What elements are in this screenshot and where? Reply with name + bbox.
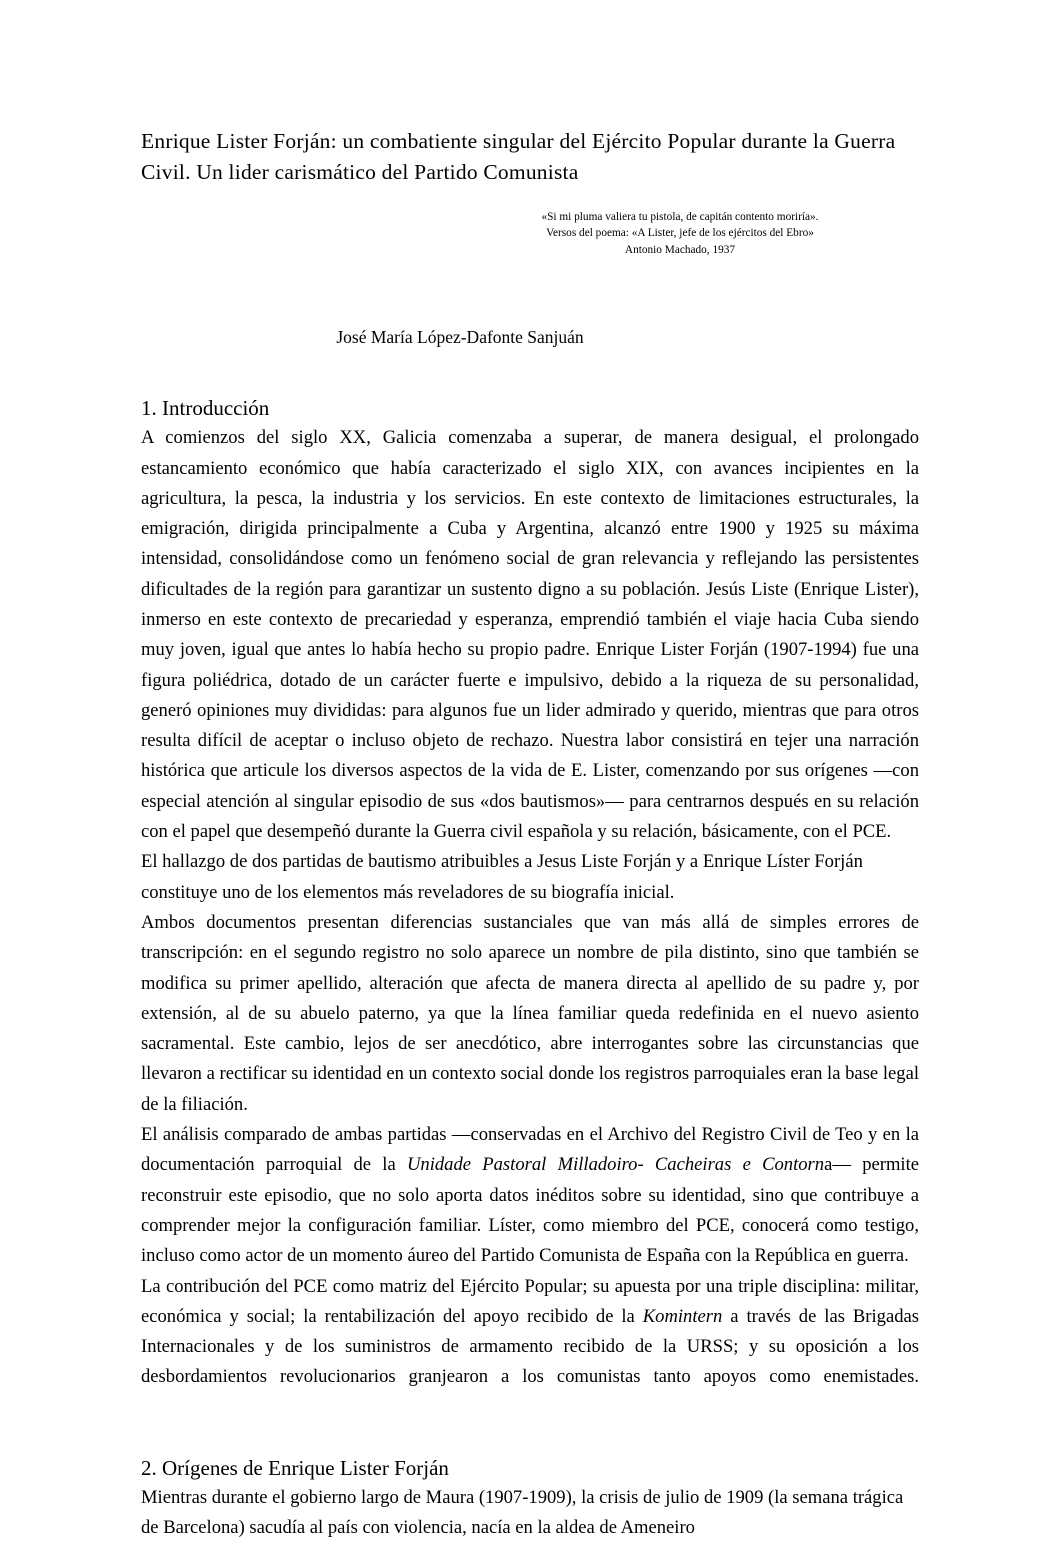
parish-name-tail: a— [824,1154,851,1176]
section-heading-2: 2. Orígenes de Enrique Lister Forján [141,1456,449,1481]
epigraph-line-1: «Si mi pluma valiera tu pistola, de capitán contento moriría». [541,211,819,223]
section-2-body [141,1483,919,1544]
paragraph [141,1272,919,1423]
page-content [141,126,919,1544]
paragraph [141,908,919,1120]
parish-name-italic: Unidade Pastoral Milladoiro- Cacheiras e Contorn [406,1154,825,1176]
epigraph [141,209,919,258]
page-title: Enrique Lister Forján: un combatiente singular del Ejército Popular durante la Guerra Civil. Un lider carismático del Partido Comunista [141,129,896,184]
paragraph: Mientras durante el gobierno largo de Maura (1907-1909), la crisis de julio de 1909 (la semana trágica de Barcelona) sacudía al país con violencia, nacía en la aldea de Ameneiro [141,1487,904,1539]
paragraph-text-tail: permite reconstruir este episodio, que no solo aporta datos inéditos sobre su identidad, sino que contribuye a comprender mejor la configuración familiar. Líster, como miembro del PCE, conocerá como testigo, incluso como actor de un momento áureo del Partido Comunista de España con la República en guerra. [141,1154,919,1267]
section-introduccion [141,393,919,1423]
paragraph [141,1120,919,1271]
komintern-italic: Komintern [642,1305,723,1327]
paragraph-text-lead: El análisis comparado de ambas partidas —conservadas en el Archivo del Registro Civil de Teo y en la documentación parroquial de la [141,1124,919,1176]
paragraph-text-lead: La contribución del PCE como matriz del Ejército Popular; su apuesta por una triple disciplina: militar, económica y social; la rentabilización del apoyo recibido de la [141,1275,919,1327]
author-name: José María López-Dafonte Sanjuán [336,327,584,348]
paragraph: El hallazgo de dos partidas de bautismo atribuibles a Jesus Liste Forján y a Enrique Líster Forján constituye uno de los elementos más reveladores de su biografía inicial. [141,851,863,903]
paragraph: A comienzos del siglo XX, Galicia comenzaba a superar, de manera desigual, el prolongado estancamiento económico que había caracterizado el siglo XIX, con avances incipientes en la agricultura, la pesca, la industria y los servicios. En este contexto de limitaciones estructurales, la emigración, dirigida principalmente a Cuba y Argentina, alcanzó entre 1900 y 1925 su máxima intensidad, consolidándose como un fenómeno social de gran relevancia y reflejando las persistentes dificultades de la región para garantizar un sustento digno a su población. Jesús Liste (Enrique Lister), inmerso en este contexto de precariedad y esperanza, emprendió también el viaje hacia Cuba siendo muy joven, igual que antes lo había hecho su propio padre. Enrique Lister Forján (1907-1994) fue una figura poliédrica, dotado de un carácter fuerte e impulsivo, debido a la riqueza de su personalidad, generó opiniones muy divididas: para algunos fue un lider admirado y querido, mientras que para otros resulta difícil de aceptar o incluso objeto de rechazo. Nuestra labor consistirá en tejer una narración histórica que articule los diversos aspectos de la vida de E. Lister, comenzando por sus orígenes —con especial atención al singular episodio de sus «dos bautismos»— para centrarnos después en su relación con el papel que desempeñó durante la Guerra civil española y su relación, básicamente, con el PCE. [141,427,919,843]
section-origenes [141,1453,919,1544]
section-heading-1: 1. Introducción [141,396,270,421]
epigraph-line-3: Antonio Machado, 1937 [624,243,736,256]
paragraph-text-tail: a través de las Brigadas Internacionales y de los suministros de armamento recibido de la URSS; y su oposición a los desbordamientos revolucionarios granjearon a los comunistas tanto apoyos como enemistades. [141,1305,919,1388]
epigraph-line-2: Versos del poema: «A Lister, jefe de los ejércitos del Ebro» [546,227,814,240]
section-1-body [141,423,919,1423]
paragraph-text: Ambos documentos presentan diferencias sustanciales que van más allá de simples errores de transcripción: en el segundo registro no solo aparece un nombre de pila distinto, sino que también se modifica su primer apellido, alteración que afecta de manera directa al apellido de su padre y, por extensión, al de su abuelo paterno, ya que la línea familiar queda redefinida en el nuevo asiento sacramental. Este cambio, lejos de ser anecdótico, abre interrogantes sobre las circunstancias que llevaron a rectificar su identidad en un contexto social donde los registros parroquiales eran la base legal de la filiación. [141,911,919,1115]
